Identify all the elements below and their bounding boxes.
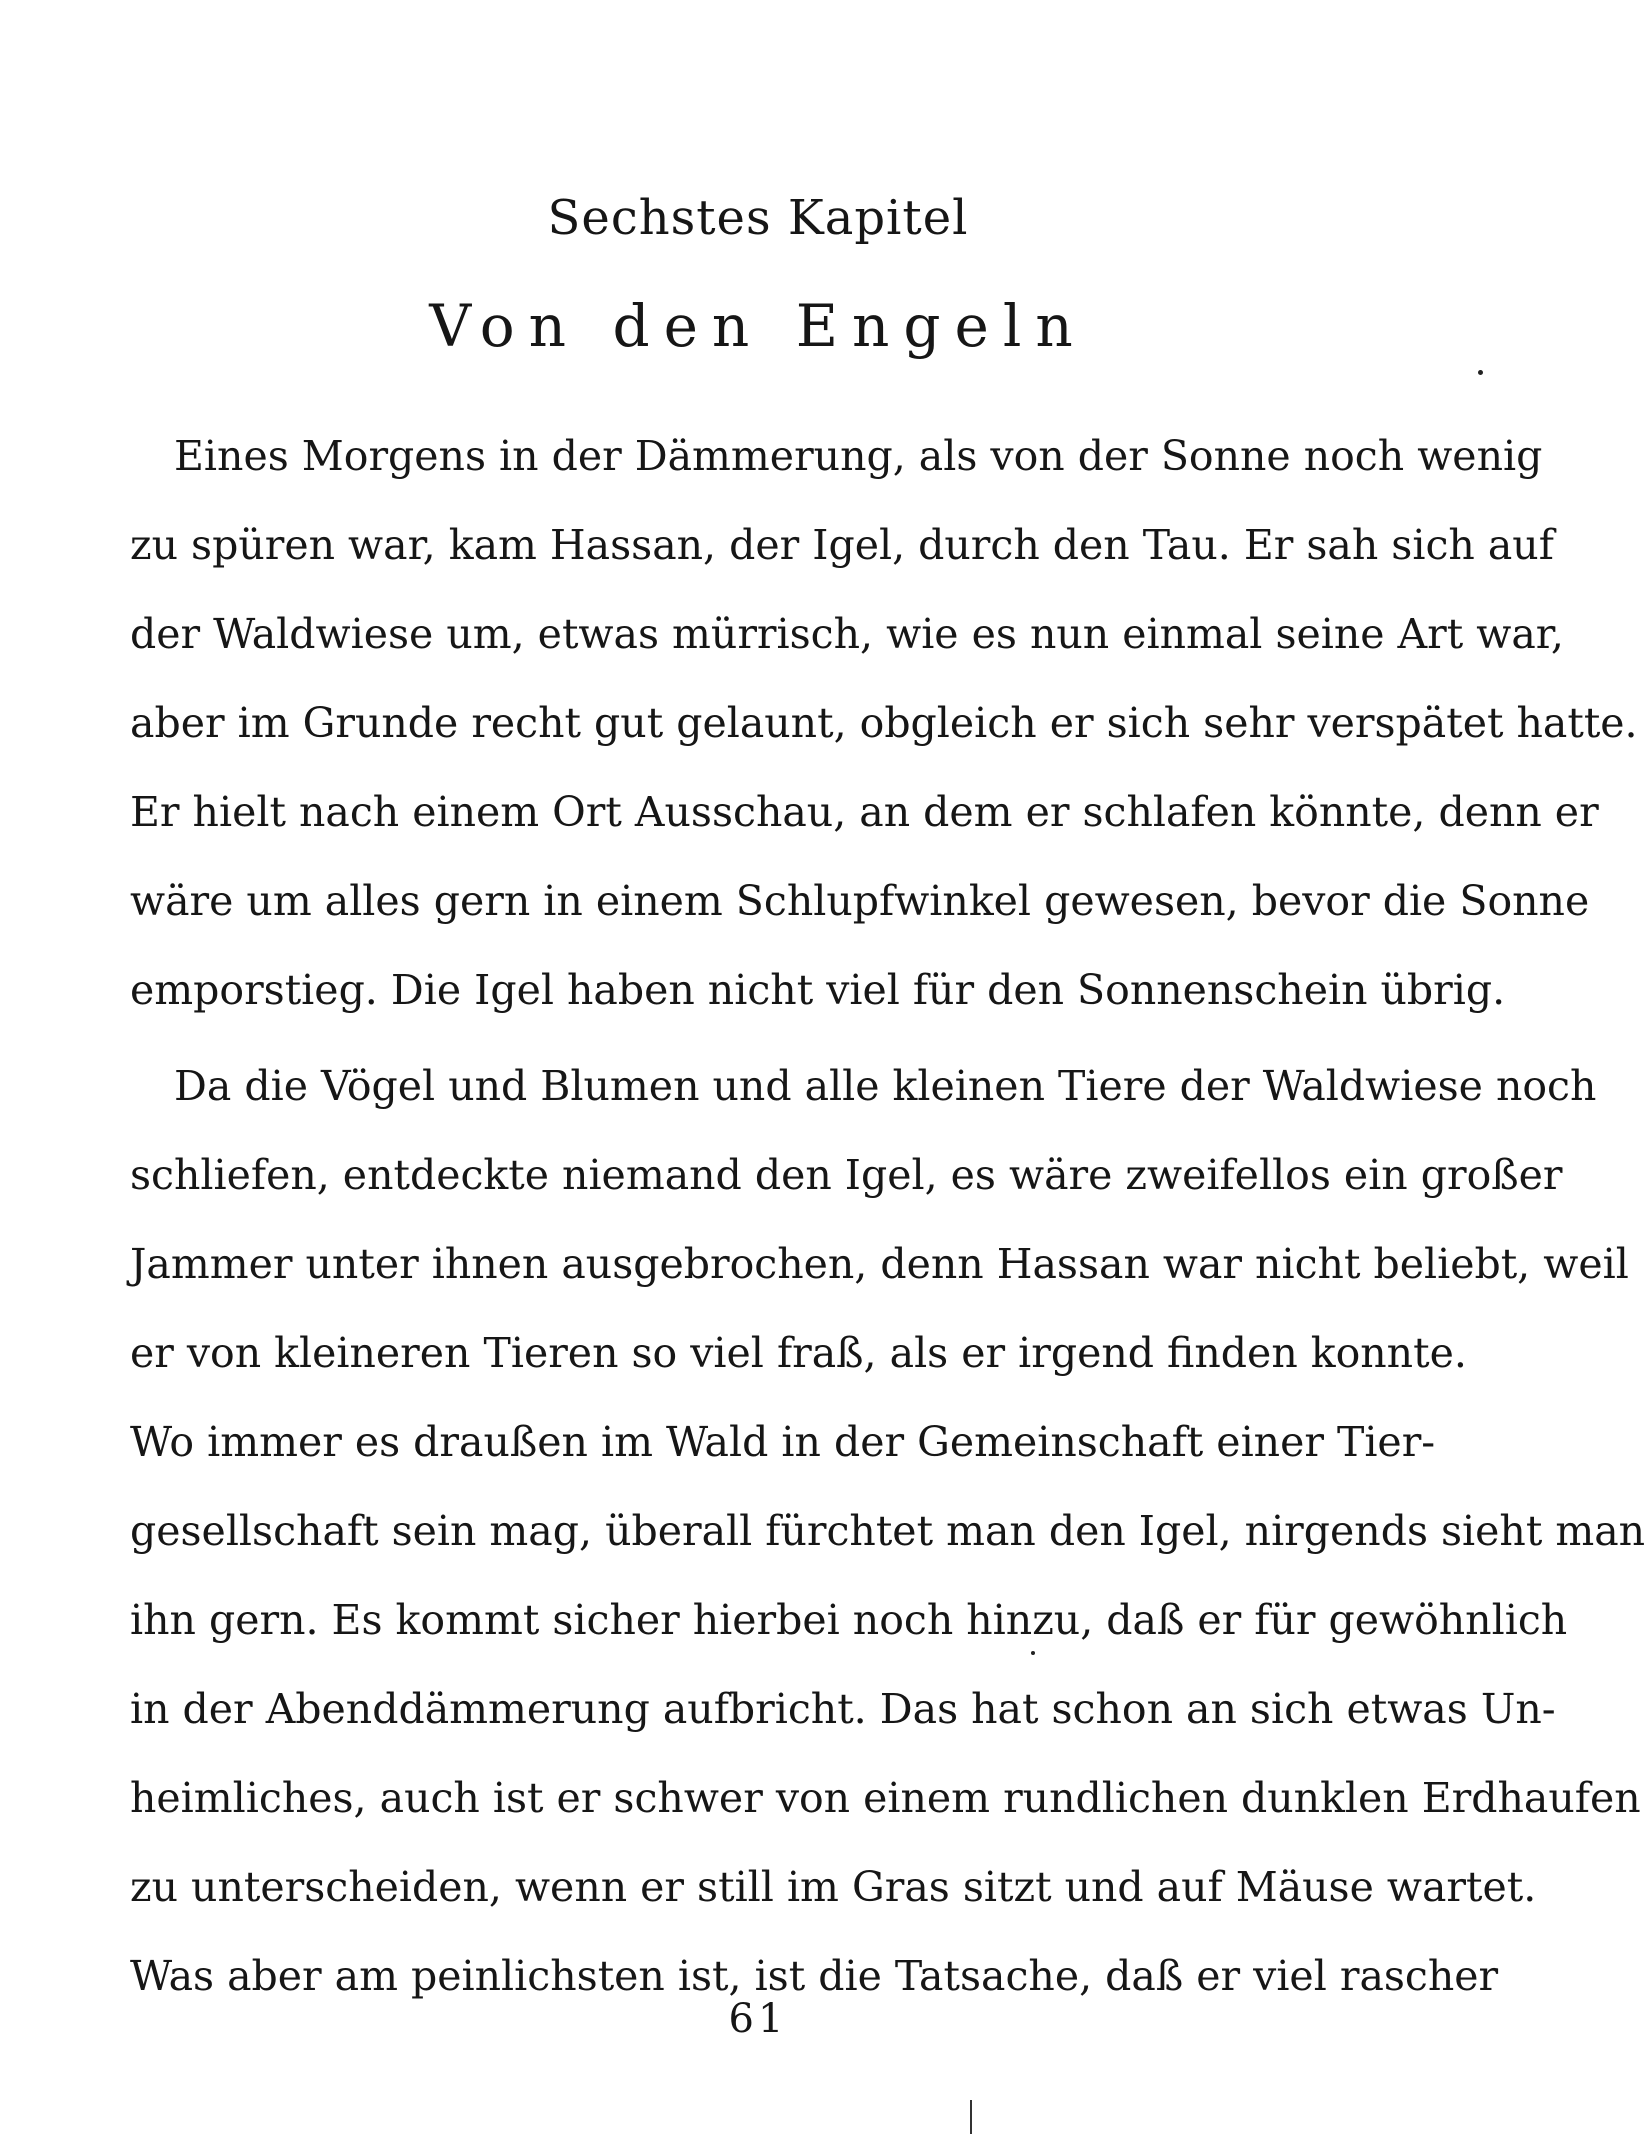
- text-line: Er hielt nach einem Ort Ausschau, an dem er schlafen könnte, denn er: [130, 788, 1599, 836]
- text-line: Eines Morgens in der Dämmerung, als von der Sonne noch wenig: [174, 432, 1543, 480]
- text-line: er von kleineren Tieren so viel fraß, als er irgend finden konnte.: [130, 1329, 1467, 1377]
- print-speck: [1478, 370, 1483, 375]
- print-mark: [970, 2100, 972, 2134]
- text-line: wäre um alles gern in einem Schlupfwinkel gewesen, bevor die Sonne: [130, 877, 1590, 925]
- print-speck: [1031, 1651, 1035, 1655]
- text-line: Jammer unter ihnen ausgebrochen, denn Hassan war nicht beliebt, weil: [130, 1240, 1629, 1288]
- text-line: Da die Vögel und Blumen und alle kleinen Tiere der Waldwiese noch: [174, 1062, 1597, 1110]
- text-line: emporstieg. Die Igel haben nicht viel für den Sonnenschein übrig.: [130, 966, 1506, 1014]
- text-line: Was aber am peinlichsten ist, ist die Tatsache, daß er viel rascher: [130, 1952, 1499, 2000]
- text-line: heimliches, auch ist er schwer von einem rundlichen dunklen Erdhaufen: [130, 1774, 1641, 1822]
- chapter-label: Sechstes Kapitel: [547, 190, 969, 246]
- text-line: schliefen, entdeckte niemand den Igel, es wäre zweifellos ein großer: [130, 1151, 1563, 1199]
- text-line: Wo immer es draußen im Wald in der Gemeinschaft einer Tier-: [130, 1418, 1436, 1466]
- body-text: [130, 412, 1645, 2021]
- page-number: 61: [728, 1996, 788, 2042]
- text-line: der Waldwiese um, etwas mürrisch, wie es nun einmal seine Art war,: [130, 610, 1564, 658]
- paragraph-2: [130, 1042, 1645, 2021]
- text-line: in der Abenddämmerung aufbricht. Das hat schon an sich etwas Un-: [130, 1685, 1556, 1733]
- text-line: aber im Grunde recht gut gelaunt, obgleich er sich sehr verspätet hatte.: [130, 699, 1638, 747]
- paragraph-1: [130, 412, 1638, 1035]
- text-line: zu spüren war, kam Hassan, der Igel, durch den Tau. Er sah sich auf: [130, 521, 1554, 569]
- text-line: gesellschaft sein mag, überall fürchtet man den Igel, nirgends sieht man: [130, 1507, 1645, 1555]
- text-line: zu unterscheiden, wenn er still im Gras sitzt und auf Mäuse wartet.: [130, 1863, 1537, 1911]
- text-line: ihn gern. Es kommt sicher hierbei noch hinzu, daß er für gewöhnlich: [130, 1596, 1568, 1644]
- chapter-title: Von den Engeln: [429, 292, 1087, 360]
